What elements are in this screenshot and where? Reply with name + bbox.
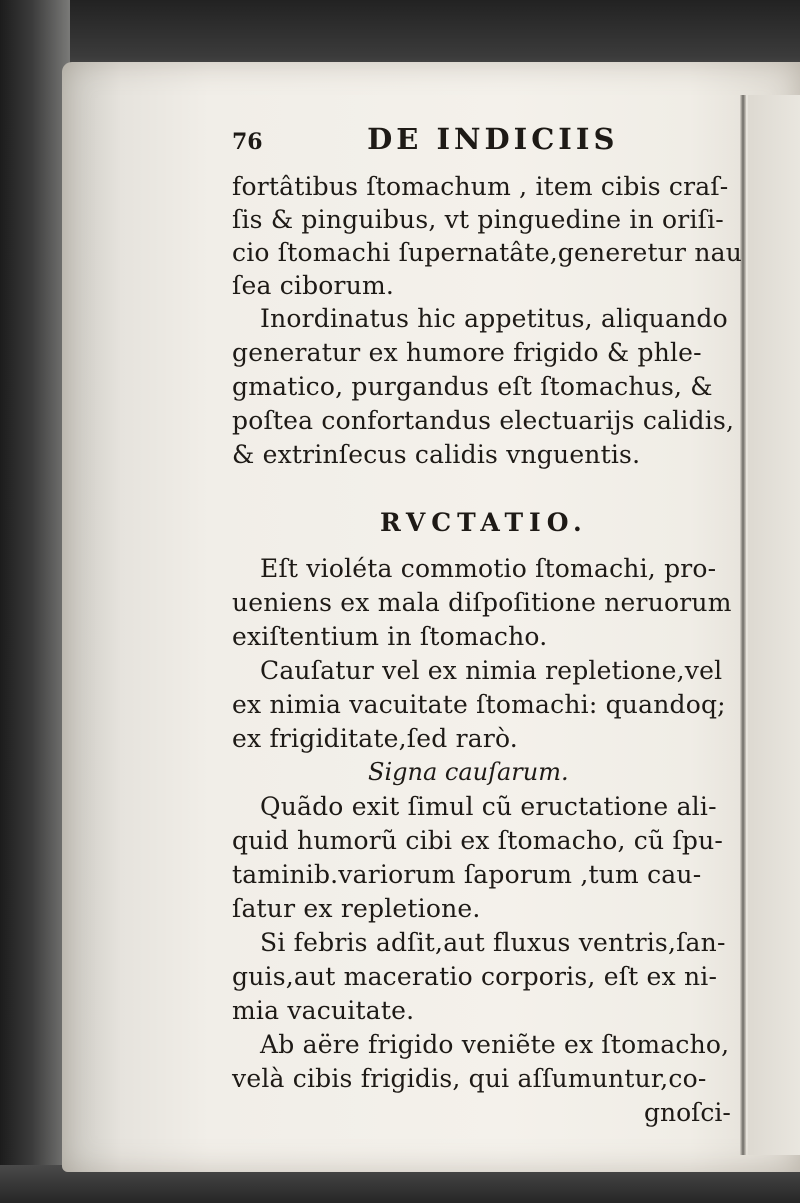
running-head: DE INDICIIS	[367, 122, 619, 156]
text-line: fortâtibus ſtomachum , item cibis craſ-	[232, 172, 729, 201]
text-line: ex frigiditate,ſed rarò.	[232, 724, 518, 753]
text-line: Si febris adſit,aut fluxus ventris,ſan-	[260, 928, 726, 957]
page-header	[232, 122, 618, 156]
text-line: cio ſtomachi ſupernatâte,generetur nau	[232, 238, 743, 267]
text-line: & extrinſecus calidis vnguentis.	[232, 440, 641, 469]
text-line: quid humorũ cibi ex ſtomacho, cũ ſpu-	[232, 826, 724, 855]
text-line: mia vacuitate.	[232, 996, 415, 1025]
text-line: taminib.variorum ſaporum ,tum cau-	[232, 860, 702, 889]
scan-background-left	[0, 0, 70, 1203]
text-line: ex nimia vacuitate ſtomachi: quandoq;	[232, 690, 726, 719]
facing-page-edge	[748, 95, 800, 1155]
text-line: guis,aut maceratio corporis, eſt ex ni-	[232, 962, 718, 991]
text-line: gmatico, purgandus eſt ſtomachus, &	[232, 372, 713, 401]
page-number: 76	[232, 129, 263, 155]
text-line: generatur ex humore frigido & phle-	[232, 338, 702, 367]
catchword: gnoſci-	[644, 1098, 731, 1127]
text-line: ſea ciborum.	[232, 271, 395, 300]
text-line: ueniens ex mala diſpoſitione neruorum	[232, 588, 732, 617]
text-line: Quãdo exit ſimul cũ eructatione ali-	[260, 792, 717, 821]
text-line: ſatur ex repletione.	[232, 894, 481, 923]
text-line: Eſt violéta commotio ſtomachi, pro-	[260, 554, 717, 583]
text-line: Cauſatur vel ex nimia repletione,vel	[260, 656, 723, 685]
text-line: velà cibis frigidis, qui aſſumuntur,co-	[232, 1064, 707, 1093]
text-line: ſis & pinguibus, vt pinguedine in oriſi-	[232, 205, 724, 234]
text-line: exiſtentium in ſtomacho.	[232, 622, 548, 651]
subheading: Signa cauſarum.	[368, 758, 569, 786]
text-line: poſtea confortandus electuarijs calidis,	[232, 406, 735, 435]
text-line: Inordinatus hic appetitus, aliquando	[260, 304, 728, 333]
text-line: Ab aëre frigido veniẽte ex ſtomacho,	[260, 1030, 730, 1059]
section-heading: RVCTATIO.	[380, 508, 588, 537]
